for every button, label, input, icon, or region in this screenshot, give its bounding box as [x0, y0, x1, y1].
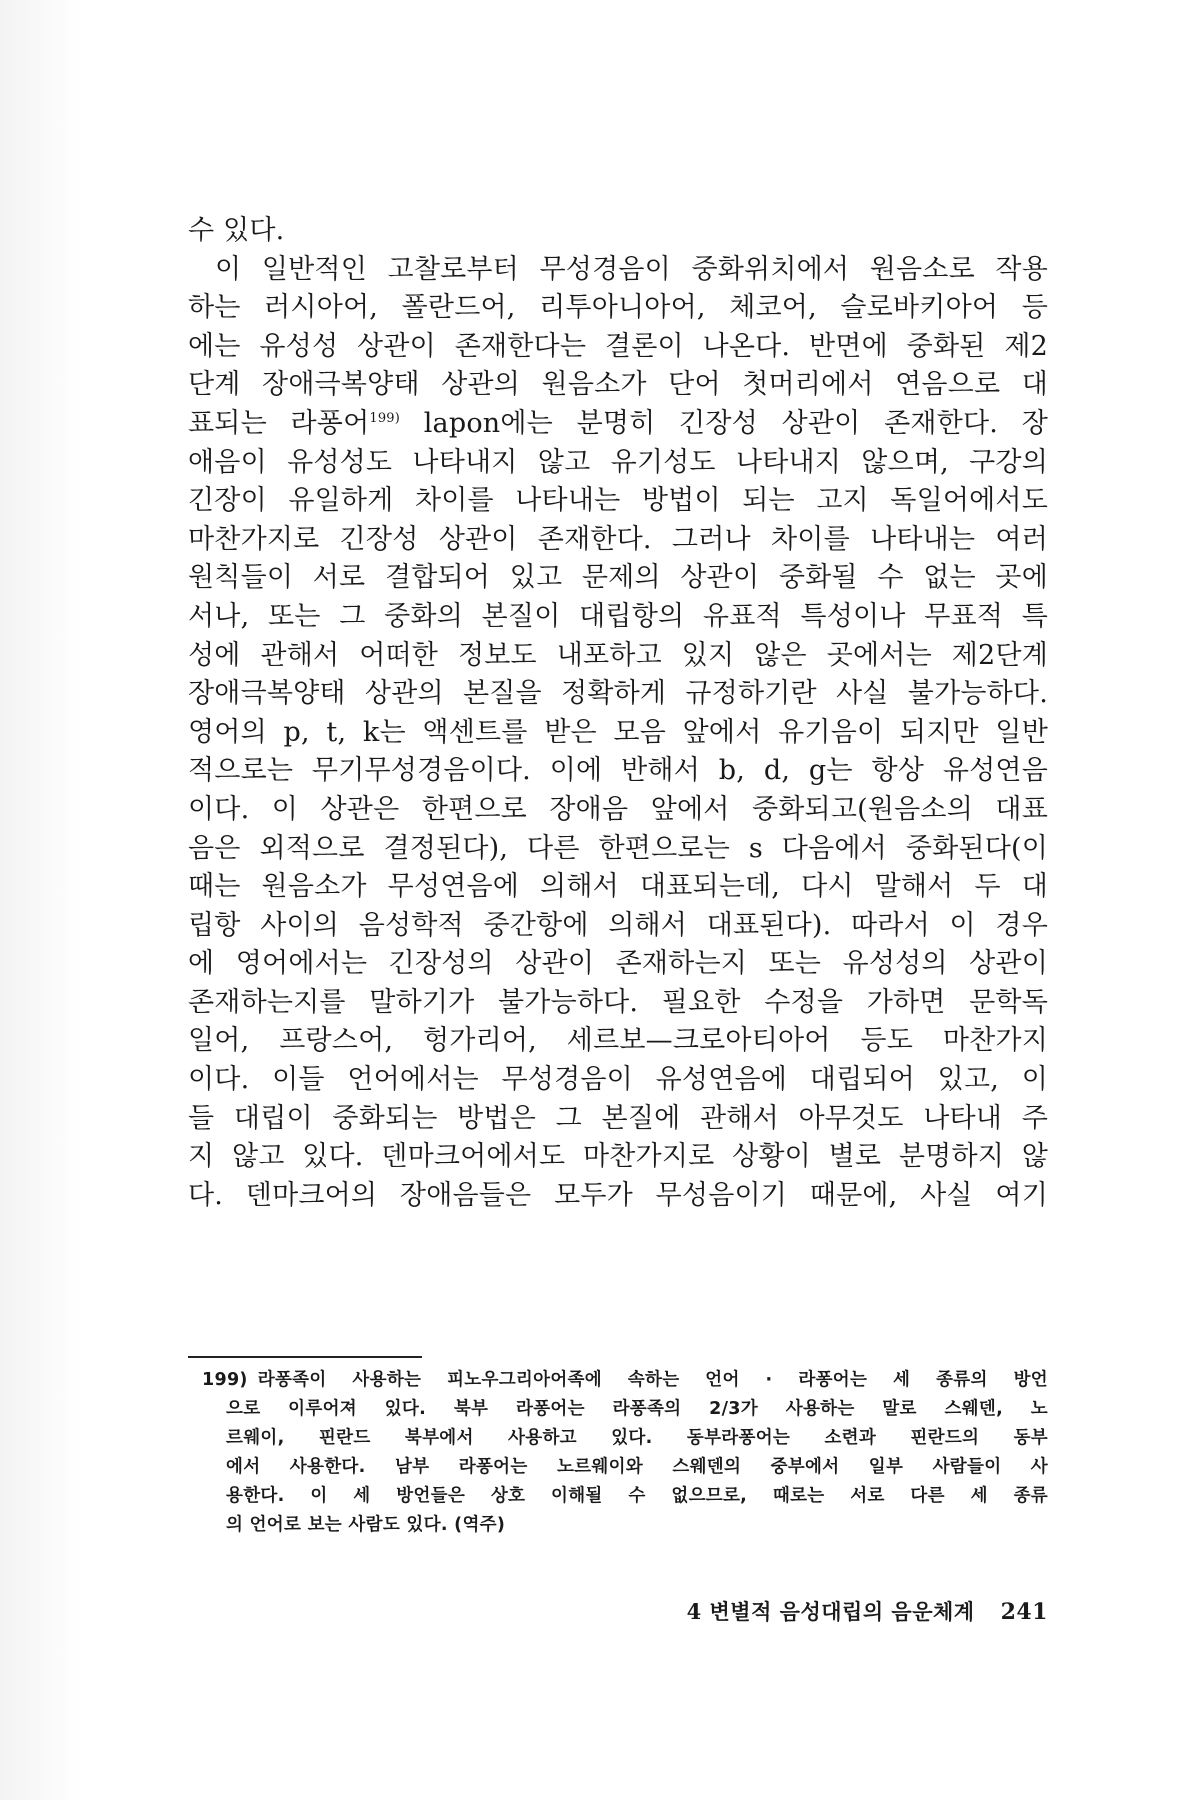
body-line-start: 표되는 라퐁어: [188, 407, 370, 439]
body-line: 음은 외적으로 결정된다), 다른 한편으로는 s 다음에서 중화된다(이: [188, 832, 1048, 864]
footnote-number: 199): [202, 1370, 248, 1390]
body-line: 립항 사이의 음성학적 중간항에 의해서 대표된다). 따라서 이 경우: [188, 909, 1048, 941]
body-line: 일어, 프랑스어, 헝가리어, 세르보—크로아티아어 등도 마찬가지: [188, 1025, 1048, 1057]
body-line: 단계 장애극복양태 상관의 원음소가 단어 첫머리에서 연음으로 대: [188, 369, 1048, 401]
body-line: 지 않고 있다. 덴마크어에서도 마찬가지로 상황이 별로 분명하지 않: [188, 1141, 1048, 1173]
body-line: 다. 덴마크어의 장애음들은 모두가 무성음이기 때문에, 사실 여기: [188, 1179, 1048, 1211]
footnote-line: 용한다. 이 세 방언들은 상호 이해될 수 없으므로, 때로는 서로 다른 세 종류: [226, 1486, 1048, 1506]
footnote-line: 에서 사용한다. 남부 라퐁어는 노르웨이와 스웨덴의 중부에서 일부 사람들이 사: [226, 1457, 1048, 1477]
body-line: 애음이 유성성도 나타내지 않고 유기성도 나타내지 않으며, 구강의: [188, 446, 1048, 478]
body-line: 장애극복양태 상관의 본질을 정확하게 규정하기란 사실 불가능하다.: [188, 678, 1048, 710]
body-line: 하는 러시아어, 폴란드어, 리투아니아어, 체코어, 슬로바키아어 등: [188, 292, 1048, 324]
footnote-reference: 199): [369, 410, 401, 426]
body-line-end: lapon에는 분명히 긴장성 상관이 존재한다. 장: [400, 407, 1048, 439]
page-number: 241: [1000, 1599, 1048, 1625]
running-footer: [600, 1596, 1048, 1626]
main-text: [188, 212, 1048, 1215]
body-line: 원칙들이 서로 결합되어 있고 문제의 상관이 중화될 수 없는 곳에: [188, 562, 1048, 594]
body-line: 들 대립이 중화되는 방법은 그 본질에 관해서 아무것도 나타내 주: [188, 1102, 1048, 1134]
footnote-line: 으로 이루어져 있다. 북부 라퐁어는 라퐁족의 2/3가 사용하는 말로 스웨덴, 노: [226, 1399, 1048, 1419]
body-line: 이 일반적인 고찰로부터 무성경음이 중화위치에서 원음소로 작용: [215, 253, 1048, 285]
body-line: 성에 관해서 어떠한 정보도 내포하고 있지 않은 곳에서는 제2단계: [188, 639, 1048, 671]
body-line-with-footnote-ref: [188, 405, 1048, 444]
body-line: 영어의 p, t, k는 액센트를 받은 모음 앞에서 유기음이 되지만 일반: [188, 716, 1048, 748]
body-line: 존재하는지를 말하기가 불가능하다. 필요한 수정을 가하면 문학독: [188, 986, 1048, 1018]
footnote-text: 라퐁족이 사용하는 피노우그리아어족에 속하는 언어 · 라퐁어는 세 종류의 방언: [257, 1370, 1048, 1390]
body-line: 적으로는 무기무성경음이다. 이에 반해서 b, d, g는 항상 유성연음: [188, 755, 1048, 787]
footnote-line: [202, 1366, 1048, 1395]
body-line: 이다. 이들 언어에서는 무성경음이 유성연음에 대립되어 있고, 이: [188, 1064, 1048, 1096]
chapter-title: 4 변별적 음성대립의 음운체계: [686, 1599, 975, 1624]
body-line: 서나, 또는 그 중화의 본질이 대립항의 유표적 특성이나 무표적 특: [188, 600, 1048, 632]
body-line: 때는 원음소가 무성연음에 의해서 대표되는데, 다시 말해서 두 대: [188, 871, 1048, 903]
footnote-divider: [188, 1356, 422, 1358]
body-line: 마찬가지로 긴장성 상관이 존재한다. 그러나 차이를 나타내는 여러: [188, 523, 1048, 555]
body-line: 수 있다.: [188, 215, 285, 246]
body-line: 에 영어에서는 긴장성의 상관이 존재하는지 또는 유성성의 상관이: [188, 948, 1048, 980]
body-line: 에는 유성성 상관이 존재한다는 결론이 나온다. 반면에 중화된 제2: [188, 330, 1048, 362]
body-line: 이다. 이 상관은 한편으로 장애음 앞에서 중화되고(원음소의 대표: [188, 793, 1048, 825]
footnote-block: [202, 1366, 1048, 1540]
footnote-line: 의 언어로 보는 사람도 있다. (역주): [226, 1515, 506, 1535]
footnote-line: 르웨이, 핀란드 북부에서 사용하고 있다. 동부라퐁어는 소련과 핀란드의 동부: [226, 1428, 1048, 1448]
body-line: 긴장이 유일하게 차이를 나타내는 방법이 되는 고지 독일어에서도: [188, 485, 1048, 517]
page-shadow-edge: [0, 0, 82, 1800]
